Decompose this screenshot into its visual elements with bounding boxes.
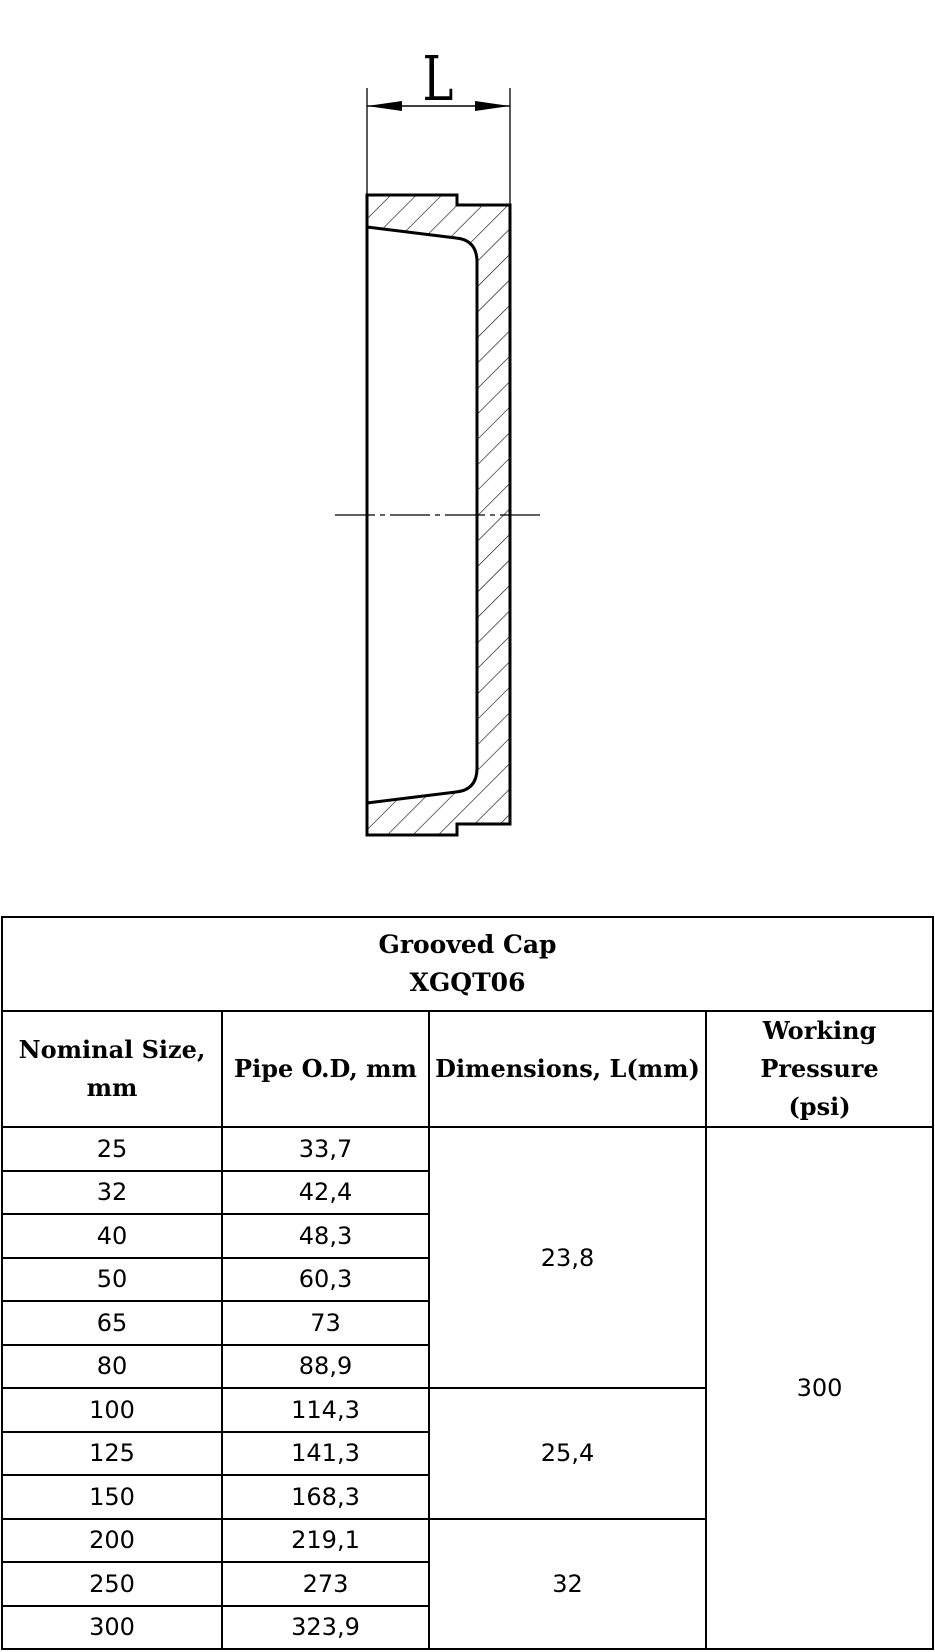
product-name: Grooved Cap	[378, 930, 557, 959]
nominal-size-cell: 100	[2, 1388, 222, 1432]
nominal-size-cell: 150	[2, 1475, 222, 1519]
pipe-od-cell: 48,3	[222, 1214, 429, 1258]
header-working-pressure: Working Pressure (psi)	[706, 1011, 933, 1127]
product-model: XGQT06	[409, 968, 526, 997]
header-dimensions: Dimensions, L(mm)	[429, 1011, 706, 1127]
dimension-cell: 32	[429, 1519, 706, 1650]
nominal-size-cell: 125	[2, 1432, 222, 1476]
nominal-size-cell: 80	[2, 1345, 222, 1389]
header-nominal-size: Nominal Size, mm	[2, 1011, 222, 1127]
pipe-od-cell: 168,3	[222, 1475, 429, 1519]
nominal-size-cell: 40	[2, 1214, 222, 1258]
pipe-od-cell: 114,3	[222, 1388, 429, 1432]
dimension-cell: 23,8	[429, 1127, 706, 1388]
nominal-size-cell: 200	[2, 1519, 222, 1563]
nominal-size-cell: 25	[2, 1127, 222, 1171]
pipe-od-cell: 60,3	[222, 1258, 429, 1302]
pipe-od-cell: 73	[222, 1301, 429, 1345]
table-header-row	[2, 1011, 933, 1127]
pipe-od-cell: 88,9	[222, 1345, 429, 1389]
nominal-size-cell: 65	[2, 1301, 222, 1345]
dimension-arrow-right	[475, 101, 510, 111]
nominal-size-cell: 250	[2, 1562, 222, 1606]
pipe-od-cell: 33,7	[222, 1127, 429, 1171]
dimension-label: L	[422, 42, 454, 115]
pipe-od-cell: 323,9	[222, 1606, 429, 1650]
table-title-cell	[2, 917, 933, 1011]
table-title-row	[2, 917, 933, 1011]
nominal-size-cell: 300	[2, 1606, 222, 1650]
working-pressure-cell: 300	[706, 1127, 933, 1649]
nominal-size-cell: 50	[2, 1258, 222, 1302]
nominal-size-cell: 32	[2, 1171, 222, 1215]
dimension-arrow-left	[367, 101, 402, 111]
pipe-od-cell: 219,1	[222, 1519, 429, 1563]
dimension-cell: 25,4	[429, 1388, 706, 1519]
table-row	[2, 1127, 933, 1171]
header-pipe-od: Pipe O.D, mm	[222, 1011, 429, 1127]
pipe-od-cell: 42,4	[222, 1171, 429, 1215]
pipe-od-cell: 273	[222, 1562, 429, 1606]
pipe-od-cell: 141,3	[222, 1432, 429, 1476]
spec-table	[1, 916, 934, 1650]
